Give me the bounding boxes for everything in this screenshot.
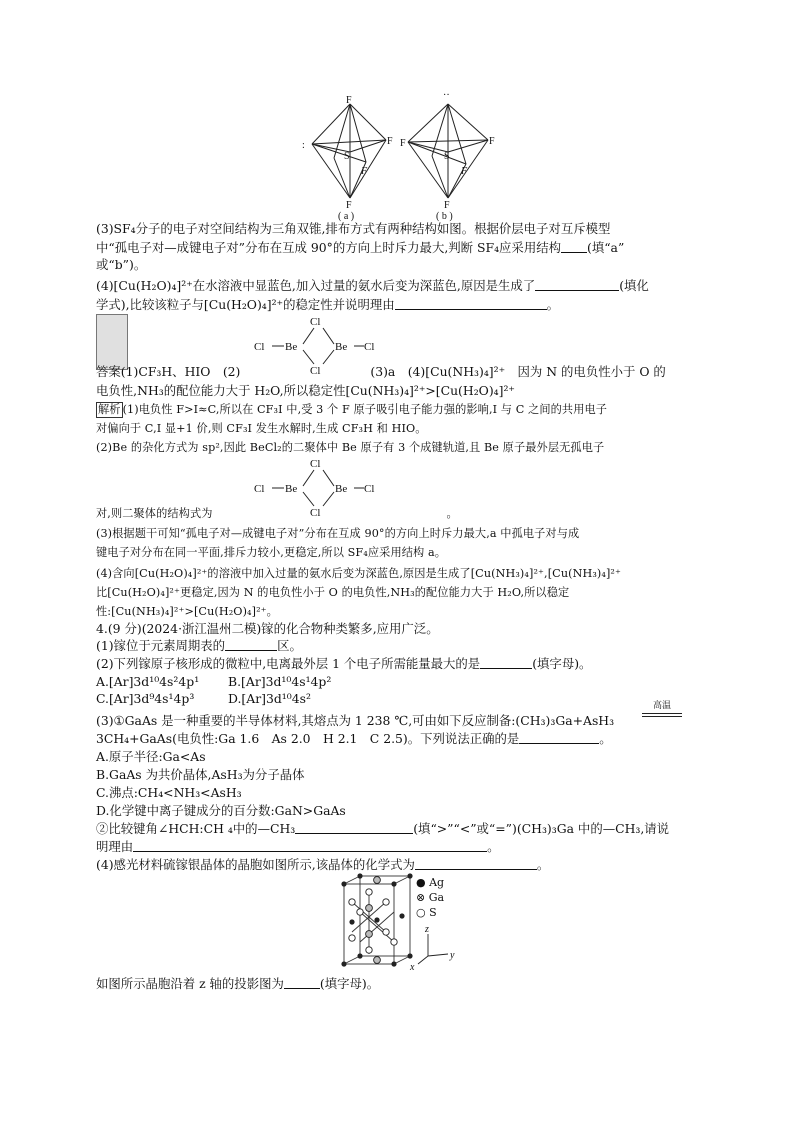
q4-part2: (2)下列镓原子核形成的微粒中,电离最外层 1 个电子所需能量最大的是 (填字母)。 xyxy=(96,656,592,671)
q4-part5: 如图所示晶胞沿着 z 轴的投影图为 (填字母)。 xyxy=(96,976,380,991)
atom-label: F xyxy=(400,138,406,149)
answer-blank[interactable] xyxy=(535,278,619,291)
q3-line2: 中“孤电子对—成键电子对”分布在互成 90°的方向上时斥力最大,判断 SF₄应采用结构 (填“a” xyxy=(96,240,625,255)
analysis-line1: 解析 (1)电负性 F>I≈C,所以在 CF₃I 中,受 3 个 F 原子吸引电子能力强的影响,I 与 C 之间的共用电子 xyxy=(98,403,608,416)
analysis-tag: 解析 xyxy=(98,403,121,416)
question4-title: 4.(9 分)(2024·浙江温州二模)镓的化合物种类繁多,应用广泛。 xyxy=(96,621,439,636)
atom-label: Be xyxy=(335,483,348,495)
analysis-line2: 对偏向于 C,I 显+1 价,则 CF₃I 发生水解时,生成 CF₃H 和 HIO。 xyxy=(96,422,427,435)
q4-options-row2 xyxy=(96,691,311,707)
atom-label: Be xyxy=(285,483,298,495)
option-d: D.[Ar]3d¹⁰4s² xyxy=(228,691,311,706)
reaction-condition: 高温 xyxy=(642,701,682,717)
q4-options-row1 xyxy=(96,674,331,690)
q4-part3b-line1: ②比较键角∠HCH:CH ₄中的—CH₃ (填“>”“<”或“=”)(CH₃)₃Ga 中的—CH₃,请说 xyxy=(96,821,670,836)
q4-part3-line2: 3CH₄+GaAs(电负性:Ga 1.6 As 2.0 H 2.1 C 2.5)。下列说法正确的是 。 xyxy=(96,731,612,746)
analysis-line4: 对,则二聚体的结构式为 。 xyxy=(96,507,458,520)
axis-label-z: z xyxy=(425,924,429,935)
analysis-line8: 比[Cu(H₂O)₄]²⁺更稳定,因为 N 的电负性小于 O 的电负性,NH₃的配位能力大于 H₂O,所以稳定 xyxy=(96,586,570,599)
answer-blank[interactable] xyxy=(561,240,587,253)
answer-blank[interactable] xyxy=(284,976,320,989)
answer-blank[interactable] xyxy=(480,656,532,669)
q4-line2: 学式),比较该粒子与[Cu(H₂O)₄]²⁺的稳定性并说明理由 。 xyxy=(96,297,560,312)
analysis-line9: 性:[Cu(NH₃)₄]²⁺>[Cu(H₂O)₄]²⁺。 xyxy=(96,605,278,618)
analysis-line3: (2)Be 的杂化方式为 sp²,因此 BeCl₂的二聚体中 Be 原子有 3 个成键轨道,且 Be 原子最外层无孤电子 xyxy=(96,441,605,454)
q4-part1: (1)镓位于元素周期表的 区。 xyxy=(96,638,302,653)
atom-label: Cl xyxy=(310,316,321,328)
q4-part4: (4)感光材料硫镓银晶体的晶胞如图所示,该晶体的化学式为 。 xyxy=(96,857,550,872)
q3-line1: (3)SF₄分子的电子对空间结构为三角双锥,排布方式有两种结构如图。根据价层电子对互斥模型 xyxy=(96,221,611,236)
atom-label: Cl xyxy=(310,365,321,376)
atom-label: F xyxy=(346,95,352,106)
analysis-line6: 键电子对分布在同一平面,排斥力较小,更稳定,所以 SF₄应采用结构 a。 xyxy=(96,546,447,559)
atom-label: Cl xyxy=(364,483,375,495)
axis-label-y: y xyxy=(450,950,455,961)
atom-label: F xyxy=(346,200,352,211)
crystal-cell-figure xyxy=(330,872,466,972)
lone-pair-dots: ·· xyxy=(443,92,450,101)
atom-label: F xyxy=(489,136,495,147)
answer-blank[interactable] xyxy=(415,857,537,870)
legend-ag: ● Ag xyxy=(416,876,445,889)
answer-tag: 答案 xyxy=(96,364,121,379)
atom-label: S xyxy=(444,151,450,162)
legend-ga: ⊗ Ga xyxy=(416,891,445,904)
atom-label: Be xyxy=(335,341,348,353)
legend-s: ○ S xyxy=(416,906,437,919)
figure-label-a: ( a ) xyxy=(338,211,355,222)
atom-label: F xyxy=(444,200,450,211)
q3-line3: 或“b”)。 xyxy=(96,257,147,272)
answer-line1: 答案(1)CF₃H、HIO (2) (3)a (4)[Cu(NH₃)₄]²⁺ 因为 N 的电负性小于 O 的 xyxy=(96,364,666,379)
statement-a: A.原子半径:Ga<As xyxy=(96,749,206,764)
analysis-line5: (3)根据题干可知“孤电子对—成键电子对”分布在互成 90°的方向上时斥力最大,a 中孤电子对与成 xyxy=(96,527,580,540)
figure-label-b: ( b ) xyxy=(436,211,453,222)
answer-highlight-box xyxy=(96,314,128,370)
atom-label: Cl xyxy=(254,341,265,353)
statement-d: D.化学键中离子键成分的百分数:GaN>GaAs xyxy=(96,803,346,818)
answer-blank[interactable] xyxy=(133,839,487,852)
answer-blank[interactable] xyxy=(395,297,547,310)
statement-b: B.GaAs 为共价晶体,AsH₃为分子晶体 xyxy=(96,767,305,782)
sf4-structures-figure xyxy=(296,92,506,224)
atom-label: Cl xyxy=(310,507,321,518)
atom-label: F xyxy=(387,136,393,147)
option-a: A.[Ar]3d¹⁰4s²4p¹ xyxy=(96,674,200,689)
answer-blank[interactable] xyxy=(519,731,599,744)
option-c: C.[Ar]3d⁹4s¹4p³ xyxy=(96,691,195,706)
q4-part3b-line2: 明理由 。 xyxy=(96,839,500,854)
atom-label: F xyxy=(361,166,368,177)
atom-label: F xyxy=(461,166,468,177)
atom-label: S xyxy=(344,151,350,162)
atom-label: Cl xyxy=(254,483,265,495)
q4-part3-line1: (3)①GaAs 是一种重要的半导体材料,其熔点为 1 238 ℃,可由如下反应制备:(CH₃)₃Ga+AsH₃ xyxy=(96,713,615,728)
atom-label: Be xyxy=(285,341,298,353)
q4-line1: (4)[Cu(H₂O)₄]²⁺在水溶液中显蓝色,加入过量的氨水后变为深蓝色,原因是生成了 (填化 xyxy=(96,278,649,293)
answer-blank[interactable] xyxy=(295,821,413,834)
lone-pair-dots: : xyxy=(302,140,305,151)
answer-line2: 电负性,NH₃的配位能力大于 H₂O,所以稳定性[Cu(NH₃)₄]²⁺>[Cu(H₂O)₄]²⁺ xyxy=(96,383,515,398)
analysis-line7: (4)含向[Cu(H₂O)₄]²⁺的溶液中加入过量的氨水后变为深蓝色,原因是生成了[Cu(NH₃)₄]²⁺,[Cu(NH₃)₄]²⁺ xyxy=(96,567,622,580)
atom-label: Cl xyxy=(364,341,375,353)
atom-label: Cl xyxy=(310,458,321,470)
answer-blank[interactable] xyxy=(225,638,277,651)
statement-c: C.沸点:CH₄<NH₃<AsH₃ xyxy=(96,785,242,800)
axis-label-x: x xyxy=(410,962,415,972)
option-b: B.[Ar]3d¹⁰4s¹4p² xyxy=(228,674,332,689)
